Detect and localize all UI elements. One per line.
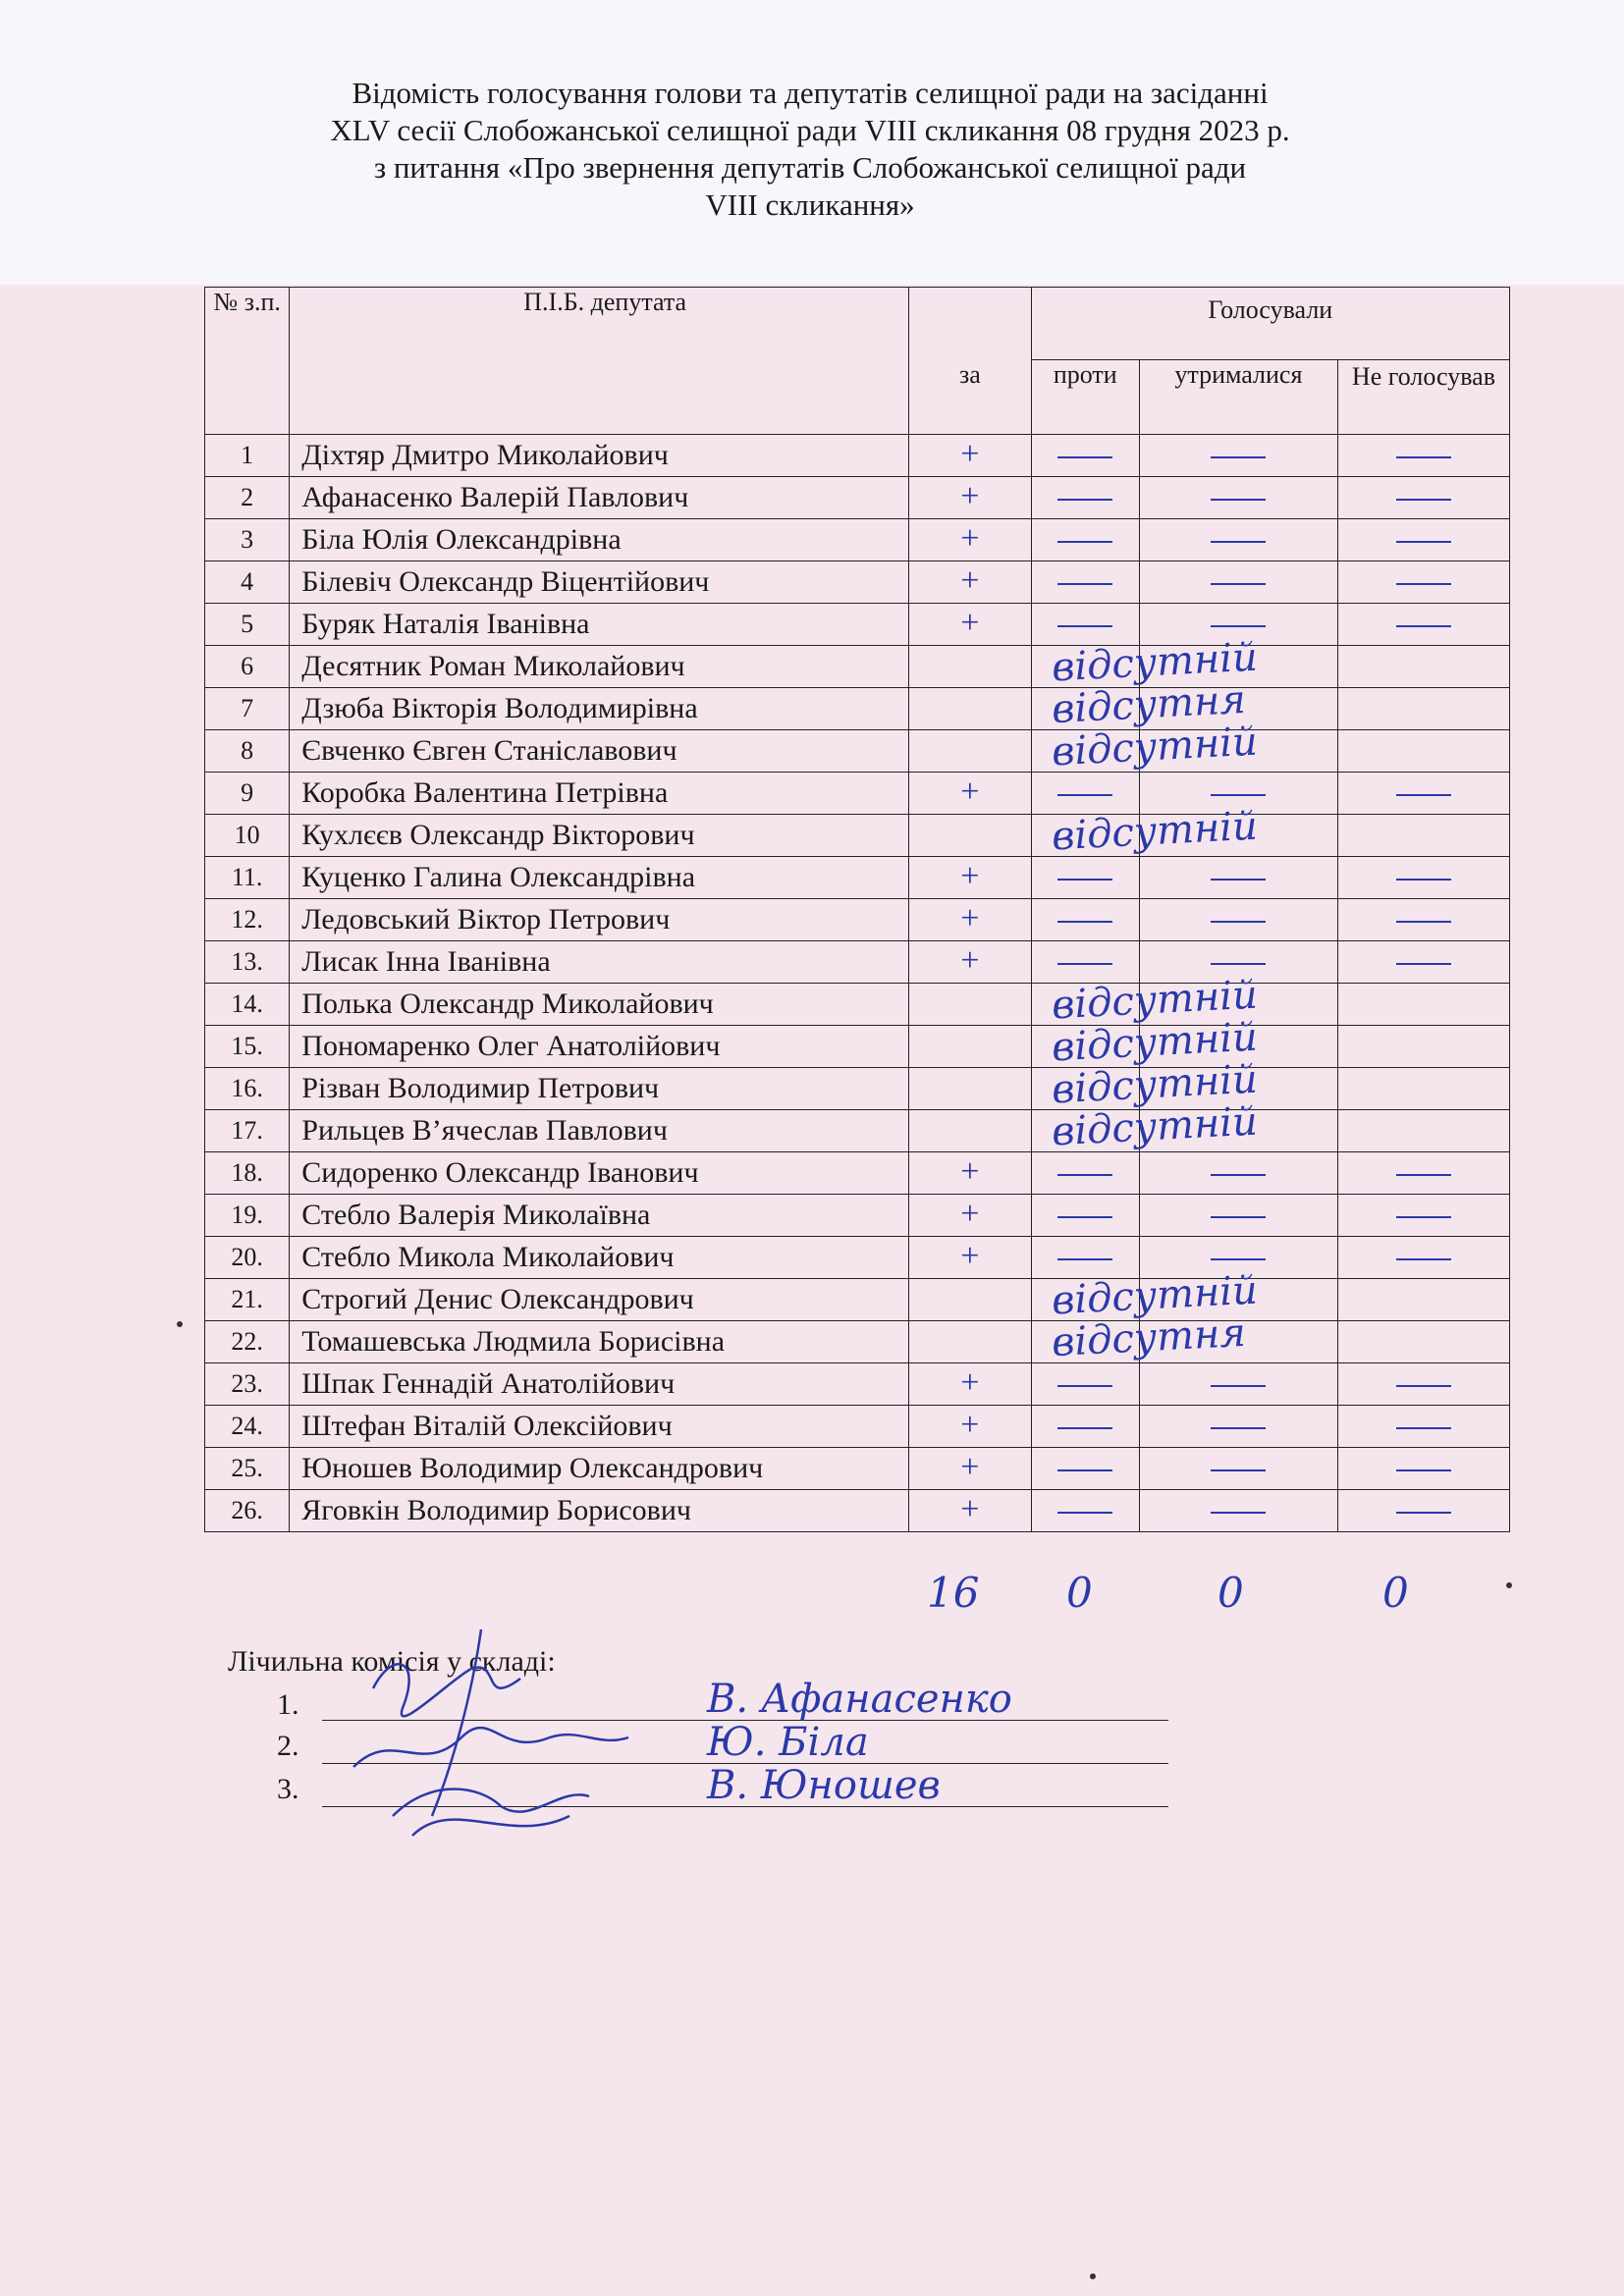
vote-cell-proty — [1031, 1098, 1259, 1155]
vote-cell-proty — [1031, 972, 1259, 1029]
vote-cell-ne-holosuvav — [1337, 773, 1509, 815]
table-row — [205, 815, 1510, 857]
vote-cell-za — [909, 435, 1032, 477]
row-number: 1 — [205, 435, 290, 477]
member-name-1: В. Афанасенко — [707, 1677, 1012, 1722]
vote-cell-ne-holosuvav — [1337, 1152, 1509, 1195]
row-number: 12. — [205, 899, 290, 941]
deputy-name: Штефан Віталій Олексійович — [290, 1406, 909, 1448]
commission-member-3 — [277, 1773, 320, 1806]
deputy-name: Кухлєєв Олександр Вікторович — [290, 815, 909, 857]
vote-cell-za — [909, 1490, 1032, 1532]
row-number: 2 — [205, 477, 290, 519]
dash-mark — [1211, 1512, 1266, 1514]
deputy-name: Стебло Микола Миколайович — [290, 1237, 909, 1279]
table-row — [205, 561, 1510, 604]
vote-cell-proty — [1031, 1014, 1259, 1071]
dash-mark — [1057, 921, 1112, 923]
vote-cell-za — [909, 899, 1032, 941]
table-row — [205, 646, 1510, 688]
scan-speck — [1506, 1582, 1512, 1588]
vote-cell-za — [909, 1110, 1032, 1152]
vote-cell-ne-holosuvav — [1337, 1237, 1509, 1279]
vote-cell-utrymalysia — [1139, 857, 1337, 899]
vote-cell-proty — [1031, 519, 1139, 561]
vote-cell-proty — [1031, 1152, 1139, 1195]
dash-mark — [1057, 879, 1112, 881]
table-row — [205, 604, 1510, 646]
dash-mark — [1057, 794, 1112, 796]
plus-mark: + — [960, 605, 980, 641]
dash-mark — [1396, 879, 1451, 881]
row-number: 18. — [205, 1152, 290, 1195]
plus-mark: + — [960, 562, 980, 599]
vote-cell-utrymalysia — [1139, 1195, 1337, 1237]
dash-mark — [1057, 1512, 1112, 1514]
plus-mark: + — [960, 858, 980, 894]
vote-cell-proty — [1031, 1363, 1139, 1406]
deputy-name: Десятник Роман Миколайович — [290, 646, 909, 688]
row-number: 20. — [205, 1237, 290, 1279]
voting-table-body — [205, 435, 1510, 1532]
vote-cell-za — [909, 1152, 1032, 1195]
table-row — [205, 519, 1510, 561]
dash-mark — [1211, 1258, 1266, 1260]
vote-cell-za — [909, 646, 1032, 688]
vote-cell-utrymalysia — [1139, 477, 1337, 519]
handwritten-signatures — [334, 1620, 687, 1875]
deputy-name: Євченко Євген Станіславович — [290, 730, 909, 773]
dash-mark — [1396, 625, 1451, 627]
vote-cell-utrymalysia — [1139, 1152, 1337, 1195]
table-row — [205, 1363, 1510, 1406]
vote-cell-utrymalysia — [1139, 561, 1337, 604]
table-row — [205, 435, 1510, 477]
dash-mark — [1396, 1469, 1451, 1471]
absent-note: відсутній — [1050, 972, 1259, 1029]
dash-mark — [1211, 456, 1266, 458]
dash-mark — [1057, 1469, 1112, 1471]
row-number: 19. — [205, 1195, 290, 1237]
table-row — [205, 1152, 1510, 1195]
plus-mark: + — [960, 1238, 980, 1274]
dash-mark — [1396, 1258, 1451, 1260]
vote-cell-ne-holosuvav — [1337, 435, 1509, 477]
table-row — [205, 730, 1510, 773]
deputy-name: Біла Юлія Олександрівна — [290, 519, 909, 561]
dash-mark — [1396, 1216, 1451, 1218]
title-line-2: XLV сесії Слобожанської селищної ради VIII скликання 08 грудня 2023 р. — [330, 113, 1290, 147]
dash-mark — [1396, 1512, 1451, 1514]
scan-speck — [177, 1321, 183, 1327]
table-row — [205, 1406, 1510, 1448]
row-number: 7 — [205, 688, 290, 730]
dash-mark — [1057, 1385, 1112, 1387]
plus-mark: + — [960, 774, 980, 810]
dash-mark — [1057, 963, 1112, 965]
document-title — [196, 75, 1424, 224]
dash-mark — [1211, 499, 1266, 501]
table-row — [205, 857, 1510, 899]
dash-mark — [1211, 1216, 1266, 1218]
deputy-name: Рильцев В’ячеслав Павлович — [290, 1110, 909, 1152]
vote-cell-utrymalysia — [1139, 899, 1337, 941]
vote-cell-za — [909, 773, 1032, 815]
row-number: 25. — [205, 1448, 290, 1490]
vote-cell-proty — [1031, 477, 1139, 519]
vote-cell-za — [909, 477, 1032, 519]
table-row — [205, 1026, 1510, 1068]
vote-cell-proty — [1031, 803, 1259, 860]
deputy-name: Дзюба Вікторія Володимирівна — [290, 688, 909, 730]
commission-label: Лічильна комісія у складі: — [228, 1645, 556, 1678]
scan-speck — [1090, 2273, 1096, 2279]
member-num: 1. — [277, 1688, 299, 1721]
dash-mark — [1211, 963, 1266, 965]
deputy-name: Діхтяр Дмитро Миколайович — [290, 435, 909, 477]
plus-mark: + — [960, 478, 980, 514]
table-row — [205, 984, 1510, 1026]
vote-cell-ne-holosuvav — [1337, 1279, 1509, 1321]
vote-cell-ne-holosuvav — [1337, 604, 1509, 646]
dash-mark — [1057, 1216, 1112, 1218]
vote-cell-za — [909, 604, 1032, 646]
vote-cell-proty — [1031, 1056, 1259, 1113]
commission-member-2 — [277, 1730, 320, 1763]
absent-note: відсутній — [1050, 803, 1259, 860]
table-row — [205, 1195, 1510, 1237]
header-num: № з.п. — [205, 288, 290, 435]
header-za: за — [909, 360, 1032, 435]
plus-mark: + — [960, 1153, 980, 1190]
deputy-name: Лисак Інна Іванівна — [290, 941, 909, 984]
deputy-name: Афанасенко Валерій Павлович — [290, 477, 909, 519]
deputy-name: Коробка Валентина Петрівна — [290, 773, 909, 815]
vote-cell-za — [909, 561, 1032, 604]
vote-cell-za — [909, 688, 1032, 730]
vote-cell-proty — [1031, 857, 1139, 899]
dash-mark — [1211, 921, 1266, 923]
vote-cell-ne-holosuvav — [1337, 1406, 1509, 1448]
total-proty: 0 — [1066, 1569, 1093, 1617]
row-number: 8 — [205, 730, 290, 773]
vote-cell-ne-holosuvav — [1337, 646, 1509, 688]
dash-mark — [1211, 794, 1266, 796]
dash-mark — [1211, 1385, 1266, 1387]
vote-cell-ne-holosuvav — [1337, 1321, 1509, 1363]
header-name: П.І.Б. депутата — [290, 288, 909, 435]
dash-mark — [1211, 541, 1266, 543]
plus-mark: + — [960, 520, 980, 557]
dash-mark — [1396, 921, 1451, 923]
row-number: 13. — [205, 941, 290, 984]
vote-cell-ne-holosuvav — [1337, 857, 1509, 899]
vote-cell-za — [909, 1237, 1032, 1279]
vote-cell-utrymalysia — [1139, 1490, 1337, 1532]
row-number: 6 — [205, 646, 290, 688]
dash-mark — [1057, 1174, 1112, 1176]
plus-mark: + — [960, 1449, 980, 1485]
vote-cell-za — [909, 1363, 1032, 1406]
row-number: 3 — [205, 519, 290, 561]
dash-mark — [1057, 625, 1112, 627]
plus-mark: + — [960, 436, 980, 472]
table-row — [205, 773, 1510, 815]
vote-cell-ne-holosuvav — [1337, 1026, 1509, 1068]
vote-cell-proty — [1031, 719, 1259, 775]
dash-mark — [1396, 1174, 1451, 1176]
dash-mark — [1211, 1174, 1266, 1176]
total-ne-holosuvav: 0 — [1382, 1569, 1409, 1617]
member-name-2: Ю. Біла — [707, 1720, 869, 1765]
vote-cell-ne-holosuvav — [1337, 1195, 1509, 1237]
absent-note: відсутній — [1050, 719, 1259, 775]
dash-mark — [1211, 1469, 1266, 1471]
table-row — [205, 1279, 1510, 1321]
deputy-name: Яговкін Володимир Борисович — [290, 1490, 909, 1532]
deputy-name: Білевіч Олександр Віцентійович — [290, 561, 909, 604]
row-number: 9 — [205, 773, 290, 815]
row-number: 5 — [205, 604, 290, 646]
absent-note: відсутня — [1050, 676, 1247, 733]
deputy-name: Буряк Наталія Іванівна — [290, 604, 909, 646]
plus-mark: + — [960, 1364, 980, 1401]
vote-cell-utrymalysia — [1139, 519, 1337, 561]
vote-cell-ne-holosuvav — [1337, 519, 1509, 561]
deputy-name: Куценко Галина Олександрівна — [290, 857, 909, 899]
dash-mark — [1396, 583, 1451, 585]
dash-mark — [1057, 499, 1112, 501]
vote-cell-proty — [1031, 604, 1139, 646]
deputy-name: Різван Володимир Петрович — [290, 1068, 909, 1110]
member-num: 2. — [277, 1730, 299, 1762]
row-number: 21. — [205, 1279, 290, 1321]
vote-cell-proty — [1031, 1309, 1247, 1366]
vote-cell-utrymalysia — [1139, 1363, 1337, 1406]
row-number: 24. — [205, 1406, 290, 1448]
dash-mark — [1211, 879, 1266, 881]
vote-cell-utrymalysia — [1139, 1448, 1337, 1490]
vote-cell-ne-holosuvav — [1337, 1363, 1509, 1406]
header-ne-holosuvav: Не голосував — [1337, 360, 1509, 435]
absent-note: відсутня — [1050, 1309, 1247, 1366]
title-line-3: з питання «Про звернення депутатів Слобожанської селищної ради — [373, 150, 1247, 185]
dash-mark — [1211, 625, 1266, 627]
header-utrymalysia: утрималися — [1139, 360, 1337, 435]
row-number: 10 — [205, 815, 290, 857]
vote-cell-za — [909, 1448, 1032, 1490]
vote-cell-ne-holosuvav — [1337, 984, 1509, 1026]
member-num: 3. — [277, 1773, 299, 1805]
dash-mark — [1396, 794, 1451, 796]
row-number: 17. — [205, 1110, 290, 1152]
vote-cell-proty — [1031, 1448, 1139, 1490]
table-row — [205, 688, 1510, 730]
deputy-name: Юношев Володимир Олександрович — [290, 1448, 909, 1490]
deputy-name: Пономаренко Олег Анатолійович — [290, 1026, 909, 1068]
member-name-3: В. Юношев — [707, 1763, 941, 1808]
plus-mark: + — [960, 900, 980, 936]
absent-note: відсутній — [1050, 1267, 1259, 1324]
table-row — [205, 899, 1510, 941]
table-row — [205, 1321, 1510, 1363]
dash-mark — [1057, 1258, 1112, 1260]
vote-cell-proty — [1031, 561, 1139, 604]
dash-mark — [1211, 1427, 1266, 1429]
vote-cell-proty — [1031, 435, 1139, 477]
header-voted: Голосували — [1031, 288, 1509, 360]
vote-cell-ne-holosuvav — [1337, 1490, 1509, 1532]
commission-member-1 — [277, 1688, 320, 1722]
vote-cell-ne-holosuvav — [1337, 1448, 1509, 1490]
vote-cell-proty — [1031, 634, 1259, 691]
plus-mark: + — [960, 1407, 980, 1443]
dash-mark — [1057, 583, 1112, 585]
dash-mark — [1057, 456, 1112, 458]
vote-cell-ne-holosuvav — [1337, 1068, 1509, 1110]
vote-cell-proty — [1031, 899, 1139, 941]
row-number: 14. — [205, 984, 290, 1026]
vote-cell-proty — [1031, 676, 1247, 733]
row-number: 15. — [205, 1026, 290, 1068]
deputy-name: Стебло Валерія Миколаївна — [290, 1195, 909, 1237]
total-utrymalysia: 0 — [1218, 1569, 1244, 1617]
vote-cell-za — [909, 1406, 1032, 1448]
deputy-name: Полька Олександр Миколайович — [290, 984, 909, 1026]
table-row — [205, 477, 1510, 519]
absent-note: відсутній — [1050, 634, 1259, 691]
deputy-name: Сидоренко Олександр Іванович — [290, 1152, 909, 1195]
dash-mark — [1211, 583, 1266, 585]
vote-cell-ne-holosuvav — [1337, 1110, 1509, 1152]
vote-cell-za — [909, 815, 1032, 857]
row-number: 22. — [205, 1321, 290, 1363]
vote-cell-ne-holosuvav — [1337, 730, 1509, 773]
header-proty: проти — [1031, 360, 1139, 435]
vote-cell-proty — [1031, 773, 1139, 815]
vote-cell-za — [909, 519, 1032, 561]
vote-cell-za — [909, 1068, 1032, 1110]
vote-cell-proty — [1031, 941, 1139, 984]
vote-cell-za — [909, 941, 1032, 984]
vote-cell-ne-holosuvav — [1337, 561, 1509, 604]
vote-cell-proty — [1031, 1406, 1139, 1448]
vote-cell-proty — [1031, 1237, 1139, 1279]
vote-cell-za — [909, 1321, 1032, 1363]
deputy-name: Шпак Геннадій Анатолійович — [290, 1363, 909, 1406]
row-number: 26. — [205, 1490, 290, 1532]
table-row — [205, 1068, 1510, 1110]
title-line-1: Відомість голосування голови та депутатів селищної ради на засіданні — [352, 76, 1269, 110]
vote-cell-proty — [1031, 1195, 1139, 1237]
plus-mark: + — [960, 1196, 980, 1232]
dash-mark — [1057, 541, 1112, 543]
vote-cell-za — [909, 1195, 1032, 1237]
dash-mark — [1396, 1385, 1451, 1387]
table-row — [205, 941, 1510, 984]
header-blank — [909, 288, 1032, 360]
row-number: 16. — [205, 1068, 290, 1110]
row-number: 11. — [205, 857, 290, 899]
vote-cell-za — [909, 730, 1032, 773]
vote-cell-ne-holosuvav — [1337, 899, 1509, 941]
table-row — [205, 1237, 1510, 1279]
total-za: 16 — [927, 1569, 980, 1617]
vote-cell-za — [909, 1026, 1032, 1068]
vote-cell-proty — [1031, 1267, 1259, 1324]
vote-cell-za — [909, 857, 1032, 899]
deputy-name: Строгий Денис Олександрович — [290, 1279, 909, 1321]
vote-cell-za — [909, 984, 1032, 1026]
vote-cell-utrymalysia — [1139, 435, 1337, 477]
row-number: 23. — [205, 1363, 290, 1406]
dash-mark — [1396, 1427, 1451, 1429]
vote-cell-za — [909, 1279, 1032, 1321]
vote-cell-ne-holosuvav — [1337, 941, 1509, 984]
voting-table — [204, 287, 1510, 1532]
plus-mark: + — [960, 1491, 980, 1527]
absent-note: відсутній — [1050, 1056, 1259, 1113]
dash-mark — [1396, 541, 1451, 543]
absent-note: відсутній — [1050, 1014, 1259, 1071]
table-row — [205, 1490, 1510, 1532]
absent-note: відсутній — [1050, 1098, 1259, 1155]
vote-cell-ne-holosuvav — [1337, 688, 1509, 730]
plus-mark: + — [960, 942, 980, 979]
deputy-name: Томашевська Людмила Борисівна — [290, 1321, 909, 1363]
dash-mark — [1396, 456, 1451, 458]
deputy-name: Ледовський Віктор Петрович — [290, 899, 909, 941]
dash-mark — [1396, 499, 1451, 501]
table-row — [205, 1448, 1510, 1490]
vote-cell-utrymalysia — [1139, 1406, 1337, 1448]
vote-cell-ne-holosuvav — [1337, 477, 1509, 519]
dash-mark — [1057, 1427, 1112, 1429]
title-line-4: VIII скликання» — [705, 187, 915, 222]
table-row — [205, 1110, 1510, 1152]
vote-cell-ne-holosuvav — [1337, 815, 1509, 857]
vote-cell-proty — [1031, 1490, 1139, 1532]
dash-mark — [1396, 963, 1451, 965]
row-number: 4 — [205, 561, 290, 604]
